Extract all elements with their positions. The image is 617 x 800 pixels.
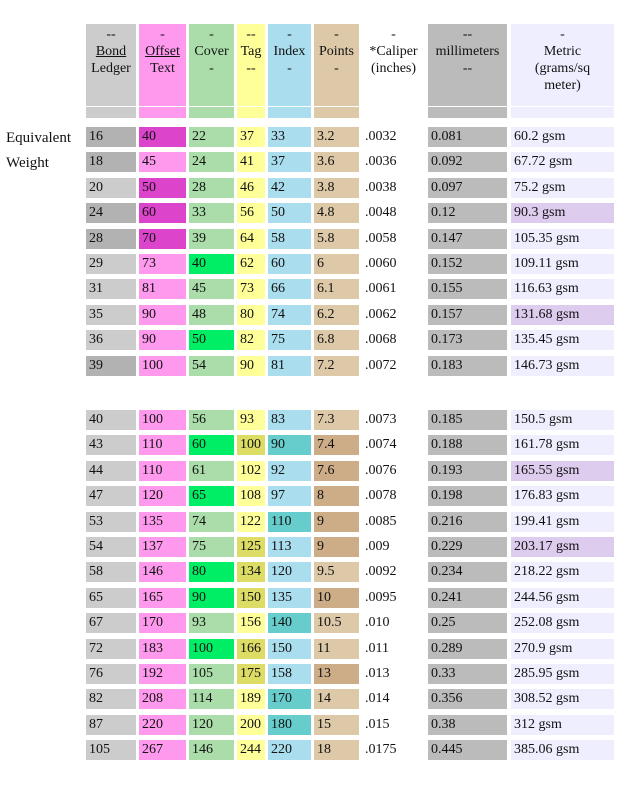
cell-caliper: .010 xyxy=(362,613,425,633)
cell-bond: 16 xyxy=(86,127,136,147)
header-line: - xyxy=(209,27,214,42)
cell-points: 3.6 xyxy=(314,152,359,172)
header-mm xyxy=(428,24,507,106)
cell-metric: 109.11 gsm xyxy=(511,254,614,274)
cell-index: 180 xyxy=(268,715,311,735)
cell-caliper: .0062 xyxy=(362,305,425,325)
cell-caliper: .0095 xyxy=(362,588,425,608)
cell-index: 60 xyxy=(268,254,311,274)
cell-points: 6.2 xyxy=(314,305,359,325)
cell-bond: 18 xyxy=(86,152,136,172)
cell-offset: 137 xyxy=(139,537,186,557)
cell-index: 50 xyxy=(268,203,311,223)
cell-offset: 135 xyxy=(139,512,186,532)
cell-metric: 150.5 gsm xyxy=(511,410,614,430)
header-line: Bond xyxy=(95,44,127,59)
cell-metric: 203.17 gsm xyxy=(511,537,614,557)
cell-index: 110 xyxy=(268,512,311,532)
cell-index: 90 xyxy=(268,435,311,455)
cell-points: 5.8 xyxy=(314,229,359,249)
cell-cover: 61 xyxy=(189,461,234,481)
header-underbar-points xyxy=(314,107,359,118)
cell-index: 33 xyxy=(268,127,311,147)
cell-cover: 56 xyxy=(189,410,234,430)
cell-tag: 62 xyxy=(237,254,265,274)
cell-metric: 135.45 gsm xyxy=(511,330,614,350)
cell-metric: 199.41 gsm xyxy=(511,512,614,532)
cell-mm: 0.356 xyxy=(428,689,507,709)
header-line: -- xyxy=(246,27,256,42)
header-offset xyxy=(139,24,186,106)
cell-cover: 120 xyxy=(189,715,234,735)
header-line: millimeters xyxy=(435,44,500,59)
header-points xyxy=(314,24,359,106)
header-underbar-bond xyxy=(86,107,136,118)
cell-mm: 0.193 xyxy=(428,461,507,481)
cell-index: 140 xyxy=(268,613,311,633)
cell-index: 74 xyxy=(268,305,311,325)
header-line: - xyxy=(334,61,339,76)
cell-metric: 90.3 gsm xyxy=(511,203,614,223)
cell-points: 6.8 xyxy=(314,330,359,350)
cell-mm: 0.25 xyxy=(428,613,507,633)
cell-points: 7.4 xyxy=(314,435,359,455)
header-line: Cover xyxy=(194,44,229,59)
cell-offset: 110 xyxy=(139,435,186,455)
cell-bond: 67 xyxy=(86,613,136,633)
cell-points: 9 xyxy=(314,512,359,532)
cell-tag: 100 xyxy=(237,435,265,455)
cell-mm: 0.097 xyxy=(428,178,507,198)
weight-label: Weight xyxy=(6,155,49,171)
cell-cover: 146 xyxy=(189,740,234,760)
cell-points: 10 xyxy=(314,588,359,608)
cell-mm: 0.188 xyxy=(428,435,507,455)
cell-mm: 0.289 xyxy=(428,639,507,659)
cell-tag: 125 xyxy=(237,537,265,557)
header-underbar-tag xyxy=(237,107,265,118)
cell-offset: 90 xyxy=(139,330,186,350)
cell-caliper: .0038 xyxy=(362,178,425,198)
cell-points: 11 xyxy=(314,639,359,659)
cell-bond: 44 xyxy=(86,461,136,481)
header-underbar-offset xyxy=(139,107,186,118)
cell-tag: 200 xyxy=(237,715,265,735)
cell-offset: 208 xyxy=(139,689,186,709)
cell-mm: 0.173 xyxy=(428,330,507,350)
cell-index: 150 xyxy=(268,639,311,659)
cell-offset: 40 xyxy=(139,127,186,147)
cell-caliper: .0085 xyxy=(362,512,425,532)
cell-caliper: .0078 xyxy=(362,486,425,506)
cell-metric: 67.72 gsm xyxy=(511,152,614,172)
cell-bond: 43 xyxy=(86,435,136,455)
cell-points: 9.5 xyxy=(314,562,359,582)
cell-index: 37 xyxy=(268,152,311,172)
header-bond xyxy=(86,24,136,106)
cell-cover: 105 xyxy=(189,664,234,684)
cell-caliper: .011 xyxy=(362,639,425,659)
cell-offset: 90 xyxy=(139,305,186,325)
cell-bond: 82 xyxy=(86,689,136,709)
cell-tag: 37 xyxy=(237,127,265,147)
header-line: (inches) xyxy=(370,61,417,76)
cell-points: 3.2 xyxy=(314,127,359,147)
cell-metric: 75.2 gsm xyxy=(511,178,614,198)
cell-caliper: .0072 xyxy=(362,356,425,376)
cell-tag: 82 xyxy=(237,330,265,350)
header-line: Points xyxy=(318,44,354,59)
cell-points: 15 xyxy=(314,715,359,735)
header-line: -- xyxy=(106,27,116,42)
cell-cover: 114 xyxy=(189,689,234,709)
equivalent-label: Equivalent xyxy=(6,130,71,146)
cell-metric: 312 gsm xyxy=(511,715,614,735)
header-line: - xyxy=(209,61,214,76)
cell-tag: 175 xyxy=(237,664,265,684)
cell-metric: 165.55 gsm xyxy=(511,461,614,481)
header-line: - xyxy=(287,27,292,42)
header-caliper xyxy=(362,24,425,106)
cell-caliper: .0076 xyxy=(362,461,425,481)
header-line: Metric xyxy=(543,44,582,59)
cell-caliper: .013 xyxy=(362,664,425,684)
cell-metric: 218.22 gsm xyxy=(511,562,614,582)
cell-offset: 70 xyxy=(139,229,186,249)
cell-mm: 0.229 xyxy=(428,537,507,557)
cell-cover: 48 xyxy=(189,305,234,325)
header-underbar-metric xyxy=(511,107,614,118)
cell-index: 66 xyxy=(268,279,311,299)
cell-bond: 20 xyxy=(86,178,136,198)
header-line: *Caliper xyxy=(369,44,418,59)
header-line: Offset xyxy=(145,44,180,59)
cell-metric: 176.83 gsm xyxy=(511,486,614,506)
cell-offset: 100 xyxy=(139,410,186,430)
cell-mm: 0.198 xyxy=(428,486,507,506)
cell-index: 42 xyxy=(268,178,311,198)
cell-caliper: .0092 xyxy=(362,562,425,582)
cell-points: 13 xyxy=(314,664,359,684)
cell-offset: 73 xyxy=(139,254,186,274)
header-line: meter) xyxy=(544,78,581,93)
cell-mm: 0.185 xyxy=(428,410,507,430)
cell-offset: 110 xyxy=(139,461,186,481)
cell-tag: 108 xyxy=(237,486,265,506)
header-underbar-index xyxy=(268,107,311,118)
cell-cover: 28 xyxy=(189,178,234,198)
cell-index: 92 xyxy=(268,461,311,481)
cell-index: 83 xyxy=(268,410,311,430)
cell-cover: 74 xyxy=(189,512,234,532)
cell-index: 97 xyxy=(268,486,311,506)
cell-mm: 0.081 xyxy=(428,127,507,147)
cell-offset: 220 xyxy=(139,715,186,735)
header-line: Index xyxy=(273,44,306,59)
cell-cover: 75 xyxy=(189,537,234,557)
cell-metric: 270.9 gsm xyxy=(511,639,614,659)
cell-bond: 47 xyxy=(86,486,136,506)
cell-caliper: .014 xyxy=(362,689,425,709)
cell-caliper: .0061 xyxy=(362,279,425,299)
cell-index: 81 xyxy=(268,356,311,376)
cell-points: 10.5 xyxy=(314,613,359,633)
cell-tag: 80 xyxy=(237,305,265,325)
cell-metric: 116.63 gsm xyxy=(511,279,614,299)
header-line: - xyxy=(160,27,165,42)
cell-caliper: .0074 xyxy=(362,435,425,455)
cell-bond: 72 xyxy=(86,639,136,659)
cell-tag: 244 xyxy=(237,740,265,760)
header-line: - xyxy=(391,27,396,42)
cell-metric: 285.95 gsm xyxy=(511,664,614,684)
header-line: -- xyxy=(462,61,473,76)
cell-tag: 93 xyxy=(237,410,265,430)
cell-mm: 0.445 xyxy=(428,740,507,760)
header-line: -- xyxy=(462,27,473,42)
cell-tag: 102 xyxy=(237,461,265,481)
cell-metric: 161.78 gsm xyxy=(511,435,614,455)
cell-points: 7.3 xyxy=(314,410,359,430)
header-line: - xyxy=(287,61,292,76)
cell-caliper: .0036 xyxy=(362,152,425,172)
cell-mm: 0.183 xyxy=(428,356,507,376)
cell-points: 7.2 xyxy=(314,356,359,376)
cell-offset: 45 xyxy=(139,152,186,172)
cell-points: 3.8 xyxy=(314,178,359,198)
cell-metric: 146.73 gsm xyxy=(511,356,614,376)
cell-mm: 0.157 xyxy=(428,305,507,325)
cell-points: 14 xyxy=(314,689,359,709)
cell-bond: 40 xyxy=(86,410,136,430)
cell-bond: 24 xyxy=(86,203,136,223)
cell-cover: 100 xyxy=(189,639,234,659)
cell-cover: 50 xyxy=(189,330,234,350)
cell-caliper: .0048 xyxy=(362,203,425,223)
cell-metric: 60.2 gsm xyxy=(511,127,614,147)
cell-bond: 39 xyxy=(86,356,136,376)
header-underbar-mm xyxy=(428,107,507,118)
cell-mm: 0.092 xyxy=(428,152,507,172)
cell-tag: 56 xyxy=(237,203,265,223)
header-line: (grams/sq xyxy=(534,61,591,76)
cell-points: 7.6 xyxy=(314,461,359,481)
cell-offset: 267 xyxy=(139,740,186,760)
cell-tag: 156 xyxy=(237,613,265,633)
cell-cover: 60 xyxy=(189,435,234,455)
cell-tag: 64 xyxy=(237,229,265,249)
cell-tag: 122 xyxy=(237,512,265,532)
cell-cover: 65 xyxy=(189,486,234,506)
cell-index: 75 xyxy=(268,330,311,350)
cell-index: 113 xyxy=(268,537,311,557)
cell-cover: 45 xyxy=(189,279,234,299)
cell-index: 135 xyxy=(268,588,311,608)
header-line: - xyxy=(334,27,339,42)
cell-offset: 192 xyxy=(139,664,186,684)
cell-caliper: .0032 xyxy=(362,127,425,147)
cell-bond: 53 xyxy=(86,512,136,532)
cell-cover: 90 xyxy=(189,588,234,608)
cell-mm: 0.241 xyxy=(428,588,507,608)
cell-tag: 189 xyxy=(237,689,265,709)
cell-caliper: .009 xyxy=(362,537,425,557)
cell-points: 18 xyxy=(314,740,359,760)
cell-mm: 0.147 xyxy=(428,229,507,249)
cell-mm: 0.38 xyxy=(428,715,507,735)
cell-metric: 105.35 gsm xyxy=(511,229,614,249)
cell-cover: 22 xyxy=(189,127,234,147)
cell-cover: 33 xyxy=(189,203,234,223)
cell-offset: 146 xyxy=(139,562,186,582)
cell-index: 220 xyxy=(268,740,311,760)
cell-bond: 105 xyxy=(86,740,136,760)
cell-offset: 100 xyxy=(139,356,186,376)
cell-caliper: .0058 xyxy=(362,229,425,249)
cell-points: 6 xyxy=(314,254,359,274)
cell-caliper: .0073 xyxy=(362,410,425,430)
cell-bond: 35 xyxy=(86,305,136,325)
cell-points: 9 xyxy=(314,537,359,557)
header-line: Text xyxy=(150,61,175,76)
header-line: Ledger xyxy=(91,61,131,76)
cell-caliper: .0068 xyxy=(362,330,425,350)
cell-offset: 81 xyxy=(139,279,186,299)
cell-bond: 28 xyxy=(86,229,136,249)
cell-caliper: .015 xyxy=(362,715,425,735)
cell-tag: 46 xyxy=(237,178,265,198)
cell-offset: 120 xyxy=(139,486,186,506)
cell-offset: 60 xyxy=(139,203,186,223)
cell-caliper: .0060 xyxy=(362,254,425,274)
cell-points: 6.1 xyxy=(314,279,359,299)
cell-tag: 73 xyxy=(237,279,265,299)
cell-bond: 31 xyxy=(86,279,136,299)
cell-cover: 54 xyxy=(189,356,234,376)
cell-mm: 0.216 xyxy=(428,512,507,532)
cell-metric: 252.08 gsm xyxy=(511,613,614,633)
cell-cover: 39 xyxy=(189,229,234,249)
cell-cover: 80 xyxy=(189,562,234,582)
cell-bond: 54 xyxy=(86,537,136,557)
header-metric xyxy=(511,24,614,106)
cell-bond: 36 xyxy=(86,330,136,350)
cell-offset: 170 xyxy=(139,613,186,633)
cell-mm: 0.155 xyxy=(428,279,507,299)
cell-index: 170 xyxy=(268,689,311,709)
cell-offset: 165 xyxy=(139,588,186,608)
cell-metric: 308.52 gsm xyxy=(511,689,614,709)
cell-metric: 131.68 gsm xyxy=(511,305,614,325)
header-line: Tag xyxy=(240,44,262,59)
cell-index: 158 xyxy=(268,664,311,684)
cell-index: 58 xyxy=(268,229,311,249)
cell-bond: 76 xyxy=(86,664,136,684)
cell-bond: 29 xyxy=(86,254,136,274)
cell-metric: 385.06 gsm xyxy=(511,740,614,760)
header-line: - xyxy=(560,27,565,42)
cell-cover: 40 xyxy=(189,254,234,274)
header-tag xyxy=(237,24,265,106)
cell-bond: 87 xyxy=(86,715,136,735)
cell-offset: 50 xyxy=(139,178,186,198)
cell-cover: 24 xyxy=(189,152,234,172)
header-cover xyxy=(189,24,234,106)
cell-caliper: .0175 xyxy=(362,740,425,760)
cell-tag: 150 xyxy=(237,588,265,608)
cell-bond: 65 xyxy=(86,588,136,608)
cell-points: 8 xyxy=(314,486,359,506)
cell-mm: 0.12 xyxy=(428,203,507,223)
header-index xyxy=(268,24,311,106)
cell-points: 4.8 xyxy=(314,203,359,223)
header-underbar-cover xyxy=(189,107,234,118)
cell-index: 120 xyxy=(268,562,311,582)
cell-tag: 166 xyxy=(237,639,265,659)
cell-mm: 0.152 xyxy=(428,254,507,274)
cell-tag: 41 xyxy=(237,152,265,172)
cell-tag: 90 xyxy=(237,356,265,376)
cell-mm: 0.234 xyxy=(428,562,507,582)
cell-metric: 244.56 gsm xyxy=(511,588,614,608)
cell-bond: 58 xyxy=(86,562,136,582)
cell-cover: 93 xyxy=(189,613,234,633)
header-line: -- xyxy=(246,61,256,76)
cell-mm: 0.33 xyxy=(428,664,507,684)
cell-tag: 134 xyxy=(237,562,265,582)
cell-offset: 183 xyxy=(139,639,186,659)
